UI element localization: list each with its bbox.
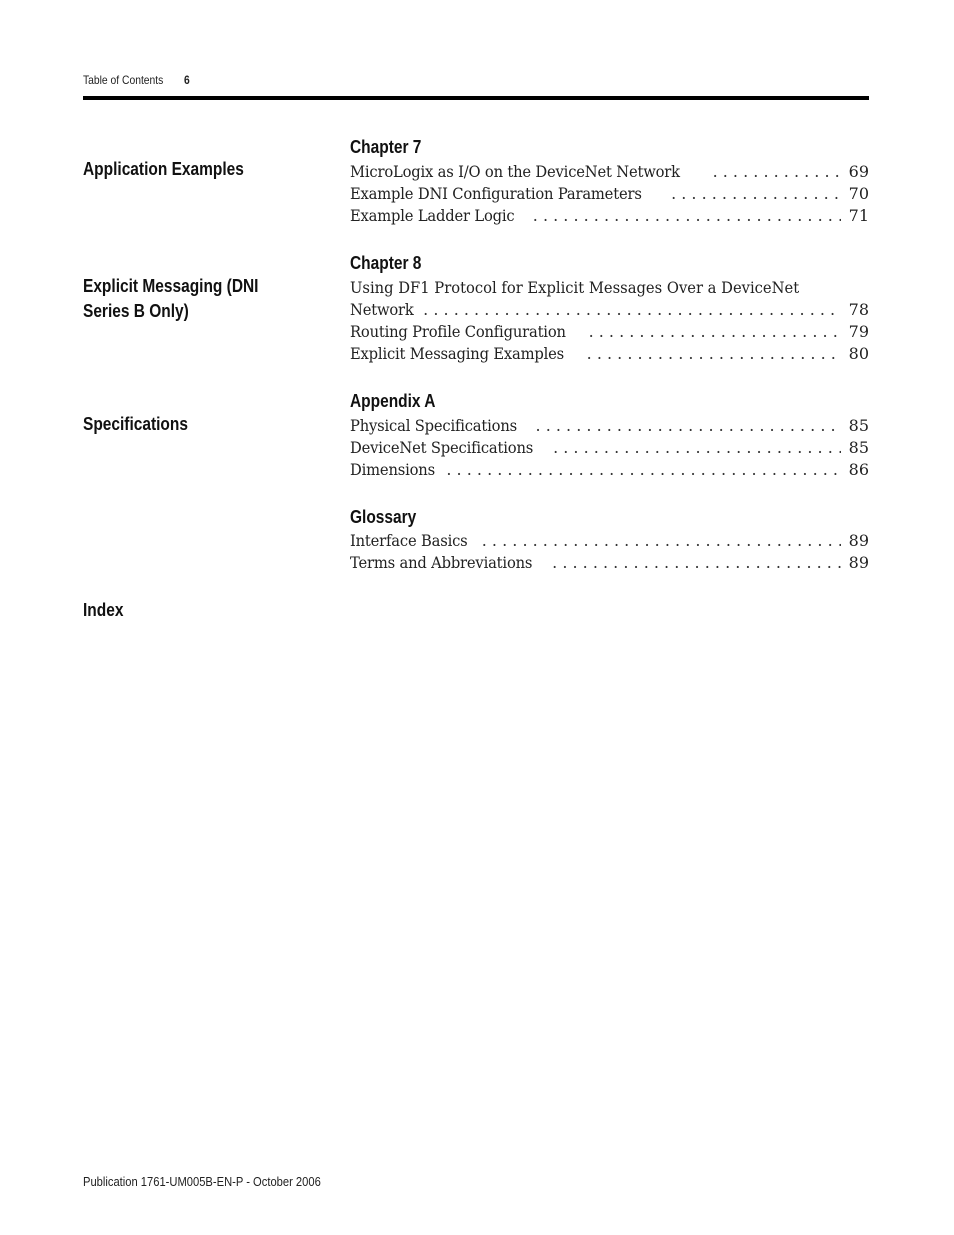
toc-entry-page: 78	[848, 300, 869, 319]
toc-entry-title: Dimensions	[350, 460, 435, 479]
dot-leader	[482, 530, 841, 552]
publication-footer: Publication 1761-UM005B-EN-P - October 2006	[83, 1174, 321, 1189]
toc-entry-page: 70	[848, 184, 869, 203]
toc-entry-title: Terms and Abbreviations	[350, 553, 533, 572]
toc-entry[interactable]	[350, 321, 869, 343]
toc-entry-title: Example DNI Configuration Parameters	[350, 184, 642, 203]
running-header	[83, 72, 190, 88]
toc-entries	[350, 277, 869, 365]
toc-entry[interactable]	[350, 415, 869, 437]
toc-entry[interactable]	[350, 552, 869, 574]
dot-leader	[553, 437, 841, 459]
toc-entries	[350, 530, 869, 574]
toc-entry-page: 89	[848, 531, 869, 550]
toc-entry-page: 89	[848, 553, 869, 572]
toc-entry-page: 85	[848, 438, 869, 457]
section-title: Application Examples	[83, 159, 244, 179]
toc-entry-page: 85	[848, 416, 869, 435]
toc-entry-title: MicroLogix as I/O on the DeviceNet Network	[350, 162, 680, 181]
dot-leader	[446, 459, 840, 481]
dot-leader	[536, 415, 841, 437]
dot-leader	[423, 299, 840, 321]
section-title: Explicit Messaging (DNI Series B Only)	[83, 276, 259, 321]
chapter-label: Chapter 7	[350, 137, 422, 157]
toc-entry-page: 80	[848, 344, 869, 363]
toc-entry[interactable]	[350, 437, 869, 459]
chapter-label: Glossary	[350, 507, 417, 527]
toc-entries	[350, 415, 869, 481]
toc-entry-page: 86	[848, 460, 869, 479]
toc-entry[interactable]	[350, 161, 869, 183]
header-page-number: 6	[183, 73, 190, 87]
index-title[interactable]: Index	[83, 600, 124, 620]
toc-entry[interactable]	[350, 205, 869, 227]
dot-leader	[589, 321, 841, 343]
toc-entry-page: 71	[848, 206, 869, 225]
chapter-label: Appendix A	[350, 391, 436, 411]
dot-leader	[713, 161, 841, 183]
toc-entry-title: DeviceNet Specifications	[350, 438, 534, 457]
dot-leader	[533, 205, 841, 227]
dot-leader	[671, 183, 841, 205]
toc-entry-title: Physical Specifications	[350, 416, 518, 435]
toc-entry-title-line: Using DF1 Protocol for Explicit Messages Over a DeviceNet	[350, 278, 800, 297]
toc-entry[interactable]	[350, 459, 869, 481]
dot-leader	[552, 552, 841, 574]
chapter-label: Chapter 8	[350, 253, 422, 273]
header-section: Table of Contents	[83, 73, 164, 87]
dot-leader	[587, 343, 841, 365]
toc-entry-title: Routing Profile Configuration	[350, 322, 566, 341]
toc-entry[interactable]	[350, 277, 869, 321]
section-title: Specifications	[83, 414, 188, 434]
toc-entry-title: Interface Basics	[350, 531, 468, 550]
toc-entry-title: Example Ladder Logic	[350, 206, 515, 225]
toc-entry-title: Explicit Messaging Examples	[350, 344, 565, 363]
toc-entries	[350, 161, 869, 227]
toc-entry-page: 69	[848, 162, 869, 181]
toc-entry[interactable]	[350, 530, 869, 552]
toc-entry-title: Network	[350, 300, 414, 319]
toc-entry[interactable]	[350, 343, 869, 365]
toc-entry[interactable]	[350, 183, 869, 205]
header-rule	[83, 96, 869, 100]
toc-entry-page: 79	[848, 322, 869, 341]
